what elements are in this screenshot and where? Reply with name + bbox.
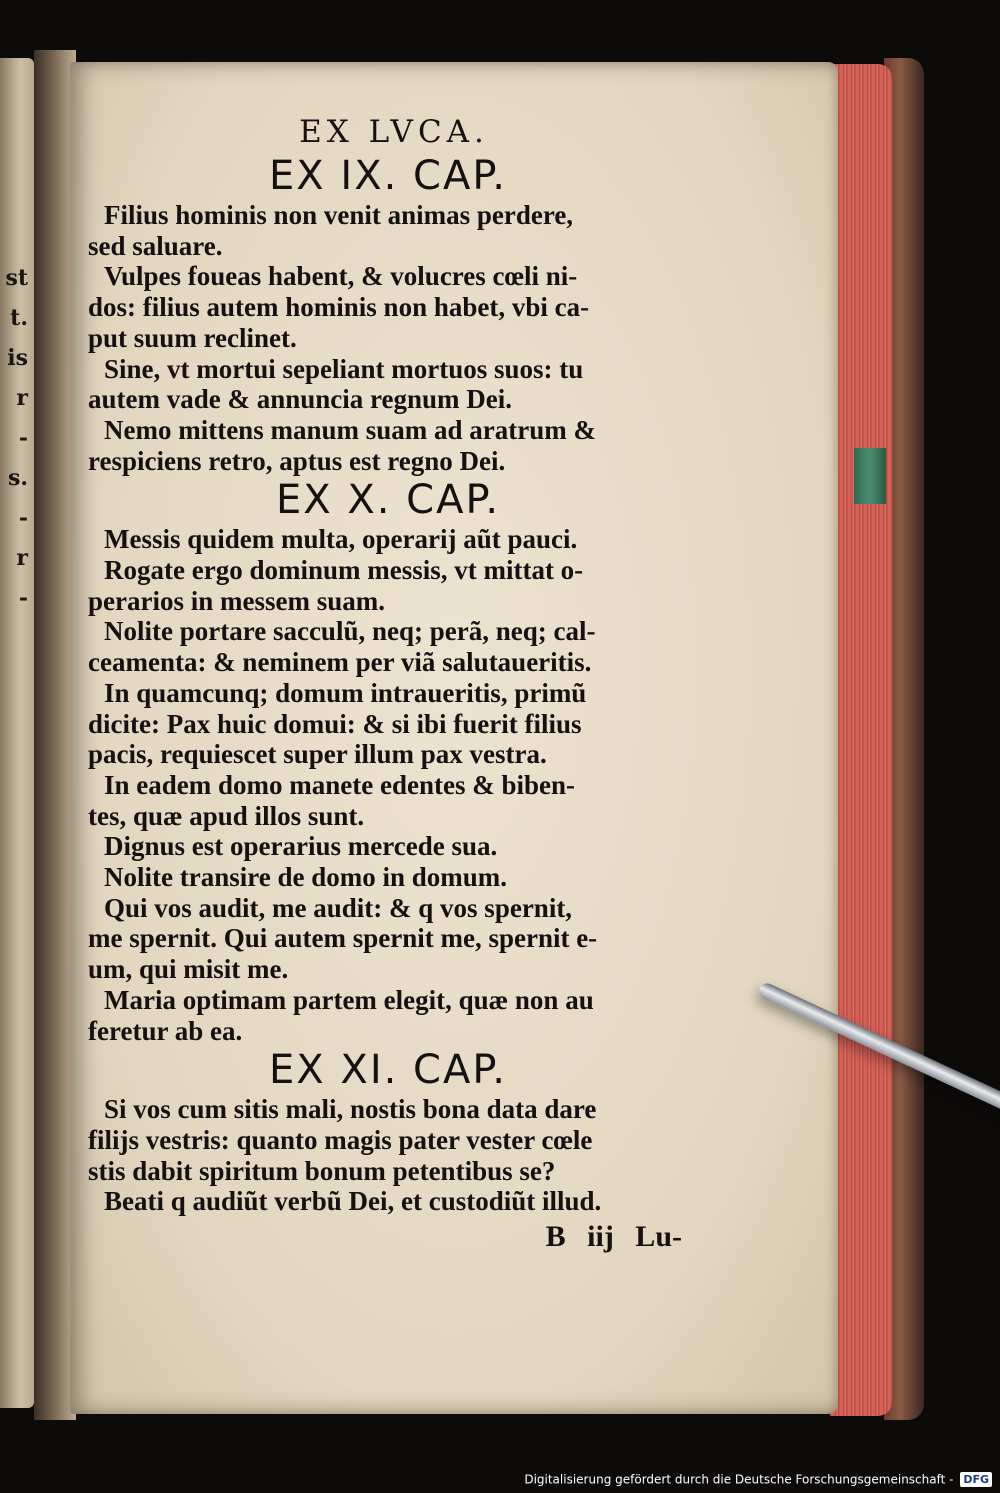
left-edge-glyph: - <box>18 585 28 611</box>
left-edge-glyph: is <box>7 345 28 371</box>
text-line: dos: filius autem hominis non habet, vbi ca- <box>88 292 590 323</box>
sections-container <box>88 152 688 1217</box>
left-edge-glyph: - <box>18 505 28 531</box>
running-head: EX LVCA. <box>299 114 489 150</box>
text-line: pacis, requiescet super illum pax vestra. <box>88 739 547 770</box>
text-line: feretur ab ea. <box>88 1015 243 1046</box>
left-page-glyphs <box>2 258 28 618</box>
text-line: um, qui misit me. <box>88 954 289 985</box>
left-edge-glyph: st <box>5 265 28 291</box>
text-line: put suum reclinet. <box>88 322 297 353</box>
credit-text: Digitalisierung gefördert durch die Deutsche Forschungsgemeinschaft - <box>524 1472 954 1487</box>
text-line: filijs vestris: quanto magis pater vester cœle <box>88 1124 593 1155</box>
left-edge-glyph: s. <box>7 465 28 491</box>
text-line: Nolite transire de domo in domum. <box>104 862 507 893</box>
text-line: Beati q audiũt verbũ Dei, et custodiũt illud. <box>104 1186 602 1217</box>
text-line: Messis quidem multa, operarij aũt pauci. <box>104 524 578 555</box>
text-line: dicite: Pax huic domui: & si ibi fuerit filius <box>88 708 582 739</box>
chapter-heading: EX IX. CAP. <box>269 153 507 199</box>
footer-credit <box>524 1469 992 1489</box>
green-bookmark <box>854 448 886 504</box>
catchword: B iij Lu- <box>545 1220 682 1254</box>
text-line: Sine, vt mortui sepeliant mortuos suos: tu <box>104 353 584 384</box>
text-line: Nolite portare sacculũ, neq; perã, neq; cal- <box>104 616 596 647</box>
text-line: respiciens retro, aptus est regno Dei. <box>88 445 506 476</box>
text-line: me spernit. Qui autem spernit me, spernit e- <box>88 923 598 954</box>
text-line: Filius hominis non venit animas perdere, <box>104 200 574 230</box>
text-line: Si vos cum sitis mali, nostis bona data dare <box>104 1094 597 1125</box>
left-page-edge <box>0 58 34 1408</box>
chapter-heading: EX X. CAP. <box>275 477 501 524</box>
text-line: tes, quæ apud illos sunt. <box>88 800 365 831</box>
dfg-logo: DFG <box>960 1472 992 1487</box>
text-line: autem vade & annuncia regnum Dei. <box>88 384 513 415</box>
left-edge-glyph: r <box>16 545 28 571</box>
red-page-edges <box>830 64 892 1416</box>
text-line: sed saluare. <box>88 230 223 261</box>
left-edge-glyph: t. <box>10 305 28 331</box>
chapter-heading: EX XI. CAP. <box>269 1047 507 1094</box>
text-line: Rogate ergo dominum messis, vt mittat o- <box>104 555 584 586</box>
text-line: ceamenta: & neminem per viã salutaueritis. <box>88 647 592 678</box>
text-line: stis dabit spiritum bonum petentibus se? <box>88 1155 556 1186</box>
text-line: Vulpes foueas habent, & volucres cœli ni- <box>104 261 578 292</box>
text-line: In quamcunq; domum intraueritis, primũ <box>104 677 587 708</box>
text-line: perarios in messem suam. <box>88 585 385 616</box>
text-line: Maria optimam partem elegit, quæ non au <box>104 984 594 1015</box>
page-text <box>88 112 688 1257</box>
text-line: Dignus est operarius mercede sua. <box>104 831 498 862</box>
text-line: Qui vos audit, me audit: & q vos spernit, <box>104 892 573 923</box>
text-line: Nemo mittens manum suam ad aratrum & <box>104 414 596 445</box>
text-line: In eadem domo manete edentes & biben- <box>104 769 575 800</box>
left-edge-glyph: r <box>16 385 28 411</box>
left-edge-glyph: - <box>18 425 28 451</box>
